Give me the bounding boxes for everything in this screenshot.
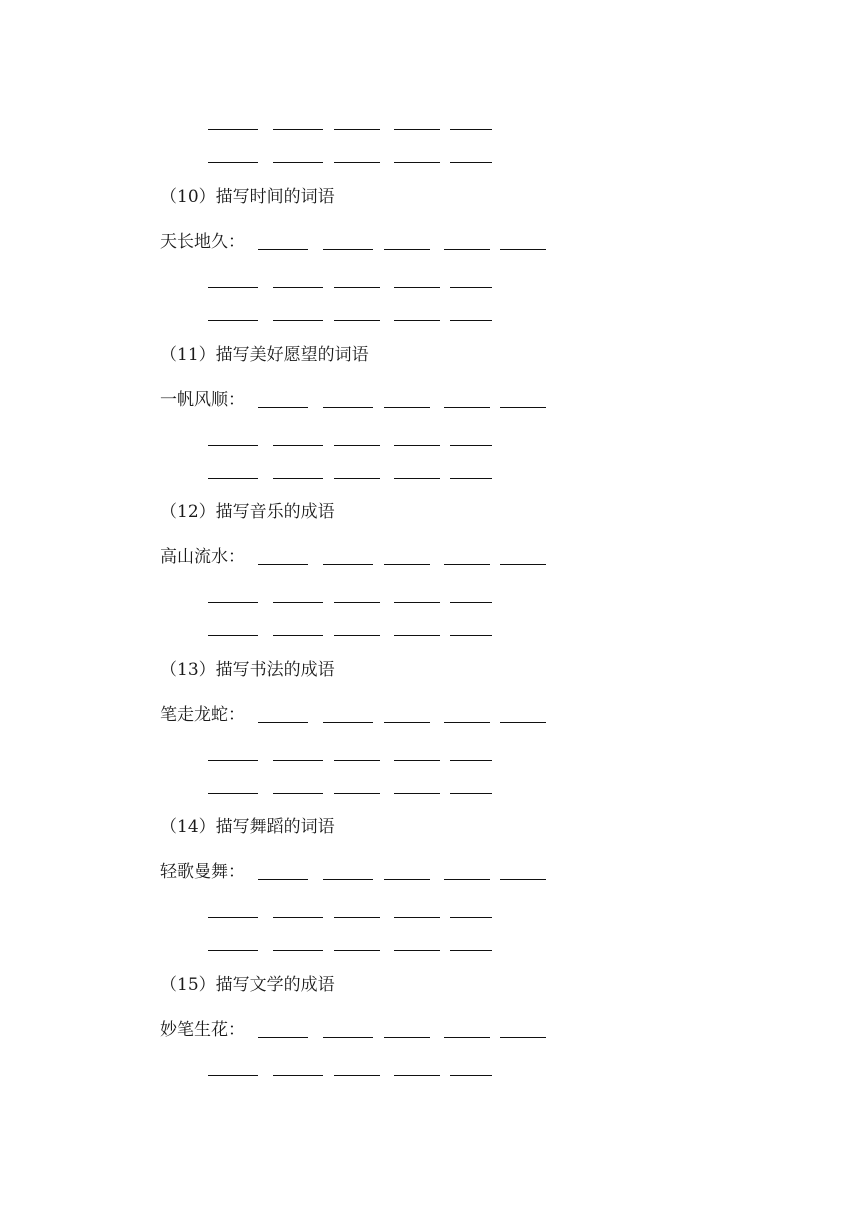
section-9-line-2-blank-3[interactable]	[334, 162, 380, 163]
section-heading: （13）描写书法的成语	[160, 660, 335, 680]
section-heading: （12）描写音乐的成语	[160, 502, 335, 522]
section-11-line-2-blank-5[interactable]	[450, 445, 492, 446]
section-9-line-1-blank-3[interactable]	[334, 129, 380, 130]
section-11-line-3-blank-2[interactable]	[273, 478, 323, 479]
section-13-line-1-blank-1[interactable]	[258, 722, 308, 723]
section-15-line-1-blank-1[interactable]	[258, 1037, 308, 1038]
section-14-line-1-blank-5[interactable]	[500, 879, 546, 880]
section-heading: （15）描写文学的成语	[160, 975, 335, 995]
section-12-line-2-blank-4[interactable]	[394, 602, 440, 603]
section-15-line-2-blank-1[interactable]	[208, 1075, 258, 1076]
section-10-line-3-blank-1[interactable]	[208, 320, 258, 321]
section-12-line-3-blank-5[interactable]	[450, 635, 492, 636]
section-15-line-2-blank-3[interactable]	[334, 1075, 380, 1076]
section-11-line-3-blank-1[interactable]	[208, 478, 258, 479]
section-11-line-2-blank-2[interactable]	[273, 445, 323, 446]
section-10-line-2-blank-2[interactable]	[273, 287, 323, 288]
section-13-line-2-blank-2[interactable]	[273, 760, 323, 761]
section-11-line-1-blank-5[interactable]	[500, 407, 546, 408]
section-10-line-1-blank-2[interactable]	[323, 249, 373, 250]
section-11-line-2-blank-1[interactable]	[208, 445, 258, 446]
section-13-line-3-blank-3[interactable]	[334, 793, 380, 794]
section-14-line-2-blank-5[interactable]	[450, 917, 492, 918]
section-13-line-3-blank-1[interactable]	[208, 793, 258, 794]
section-9-line-2-blank-4[interactable]	[394, 162, 440, 163]
section-14-line-1-blank-3[interactable]	[384, 879, 430, 880]
section-13-line-2-blank-3[interactable]	[334, 760, 380, 761]
section-9-line-1-blank-5[interactable]	[450, 129, 492, 130]
section-13-line-1-blank-4[interactable]	[444, 722, 490, 723]
section-13-line-3-blank-5[interactable]	[450, 793, 492, 794]
section-14-line-2-blank-2[interactable]	[273, 917, 323, 918]
section-13-line-2-blank-4[interactable]	[394, 760, 440, 761]
section-14-line-3-blank-1[interactable]	[208, 950, 258, 951]
section-13-line-1-blank-3[interactable]	[384, 722, 430, 723]
example-idiom-label: 高山流水：	[160, 547, 245, 567]
section-9-line-2-blank-1[interactable]	[208, 162, 258, 163]
section-heading: （11）描写美好愿望的词语	[160, 345, 369, 365]
section-14-line-1-blank-1[interactable]	[258, 879, 308, 880]
section-9-line-1-blank-2[interactable]	[273, 129, 323, 130]
example-idiom-label: 妙笔生花：	[160, 1020, 245, 1040]
section-9-line-1-blank-4[interactable]	[394, 129, 440, 130]
section-11-line-1-blank-4[interactable]	[444, 407, 490, 408]
section-12-line-3-blank-4[interactable]	[394, 635, 440, 636]
section-15-line-2-blank-4[interactable]	[394, 1075, 440, 1076]
section-10-line-3-blank-5[interactable]	[450, 320, 492, 321]
section-9-line-2-blank-5[interactable]	[450, 162, 492, 163]
section-12-line-3-blank-1[interactable]	[208, 635, 258, 636]
section-9-line-2-blank-2[interactable]	[273, 162, 323, 163]
section-10-line-1-blank-3[interactable]	[384, 249, 430, 250]
section-10-line-1-blank-4[interactable]	[444, 249, 490, 250]
section-11-line-1-blank-1[interactable]	[258, 407, 308, 408]
section-9-line-1-blank-1[interactable]	[208, 129, 258, 130]
section-14-line-3-blank-5[interactable]	[450, 950, 492, 951]
section-14-line-2-blank-4[interactable]	[394, 917, 440, 918]
section-heading: （14）描写舞蹈的词语	[160, 817, 335, 837]
section-12-line-2-blank-1[interactable]	[208, 602, 258, 603]
section-12-line-3-blank-3[interactable]	[334, 635, 380, 636]
section-13-line-1-blank-5[interactable]	[500, 722, 546, 723]
section-14-line-3-blank-2[interactable]	[273, 950, 323, 951]
section-15-line-1-blank-4[interactable]	[444, 1037, 490, 1038]
section-11-line-1-blank-2[interactable]	[323, 407, 373, 408]
section-13-line-3-blank-2[interactable]	[273, 793, 323, 794]
section-12-line-2-blank-3[interactable]	[334, 602, 380, 603]
example-idiom-label: 轻歌曼舞：	[160, 862, 245, 882]
section-13-line-3-blank-4[interactable]	[394, 793, 440, 794]
section-15-line-1-blank-5[interactable]	[500, 1037, 546, 1038]
section-10-line-2-blank-1[interactable]	[208, 287, 258, 288]
section-11-line-3-blank-4[interactable]	[394, 478, 440, 479]
section-15-line-2-blank-2[interactable]	[273, 1075, 323, 1076]
section-12-line-3-blank-2[interactable]	[273, 635, 323, 636]
section-10-line-2-blank-3[interactable]	[334, 287, 380, 288]
section-10-line-2-blank-5[interactable]	[450, 287, 492, 288]
section-12-line-1-blank-2[interactable]	[323, 564, 373, 565]
section-10-line-2-blank-4[interactable]	[394, 287, 440, 288]
section-15-line-2-blank-5[interactable]	[450, 1075, 492, 1076]
section-10-line-3-blank-3[interactable]	[334, 320, 380, 321]
section-10-line-1-blank-1[interactable]	[258, 249, 308, 250]
section-12-line-1-blank-4[interactable]	[444, 564, 490, 565]
section-13-line-2-blank-5[interactable]	[450, 760, 492, 761]
section-14-line-2-blank-1[interactable]	[208, 917, 258, 918]
section-12-line-1-blank-5[interactable]	[500, 564, 546, 565]
section-10-line-1-blank-5[interactable]	[500, 249, 546, 250]
section-11-line-2-blank-3[interactable]	[334, 445, 380, 446]
section-12-line-1-blank-3[interactable]	[384, 564, 430, 565]
section-15-line-1-blank-3[interactable]	[384, 1037, 430, 1038]
section-10-line-3-blank-2[interactable]	[273, 320, 323, 321]
example-idiom-label: 一帆风顺：	[160, 390, 245, 410]
section-11-line-2-blank-4[interactable]	[394, 445, 440, 446]
section-13-line-2-blank-1[interactable]	[208, 760, 258, 761]
section-14-line-1-blank-2[interactable]	[323, 879, 373, 880]
section-heading: （10）描写时间的词语	[160, 187, 335, 207]
section-14-line-2-blank-3[interactable]	[334, 917, 380, 918]
section-12-line-2-blank-5[interactable]	[450, 602, 492, 603]
section-14-line-1-blank-4[interactable]	[444, 879, 490, 880]
section-10-line-3-blank-4[interactable]	[394, 320, 440, 321]
section-12-line-2-blank-2[interactable]	[273, 602, 323, 603]
section-15-line-1-blank-2[interactable]	[323, 1037, 373, 1038]
section-14-line-3-blank-4[interactable]	[394, 950, 440, 951]
section-11-line-1-blank-3[interactable]	[384, 407, 430, 408]
example-idiom-label: 天长地久：	[160, 232, 245, 252]
section-11-line-3-blank-5[interactable]	[450, 478, 492, 479]
section-13-line-1-blank-2[interactable]	[323, 722, 373, 723]
section-12-line-1-blank-1[interactable]	[258, 564, 308, 565]
example-idiom-label: 笔走龙蛇：	[160, 705, 245, 725]
section-14-line-3-blank-3[interactable]	[334, 950, 380, 951]
section-11-line-3-blank-3[interactable]	[334, 478, 380, 479]
